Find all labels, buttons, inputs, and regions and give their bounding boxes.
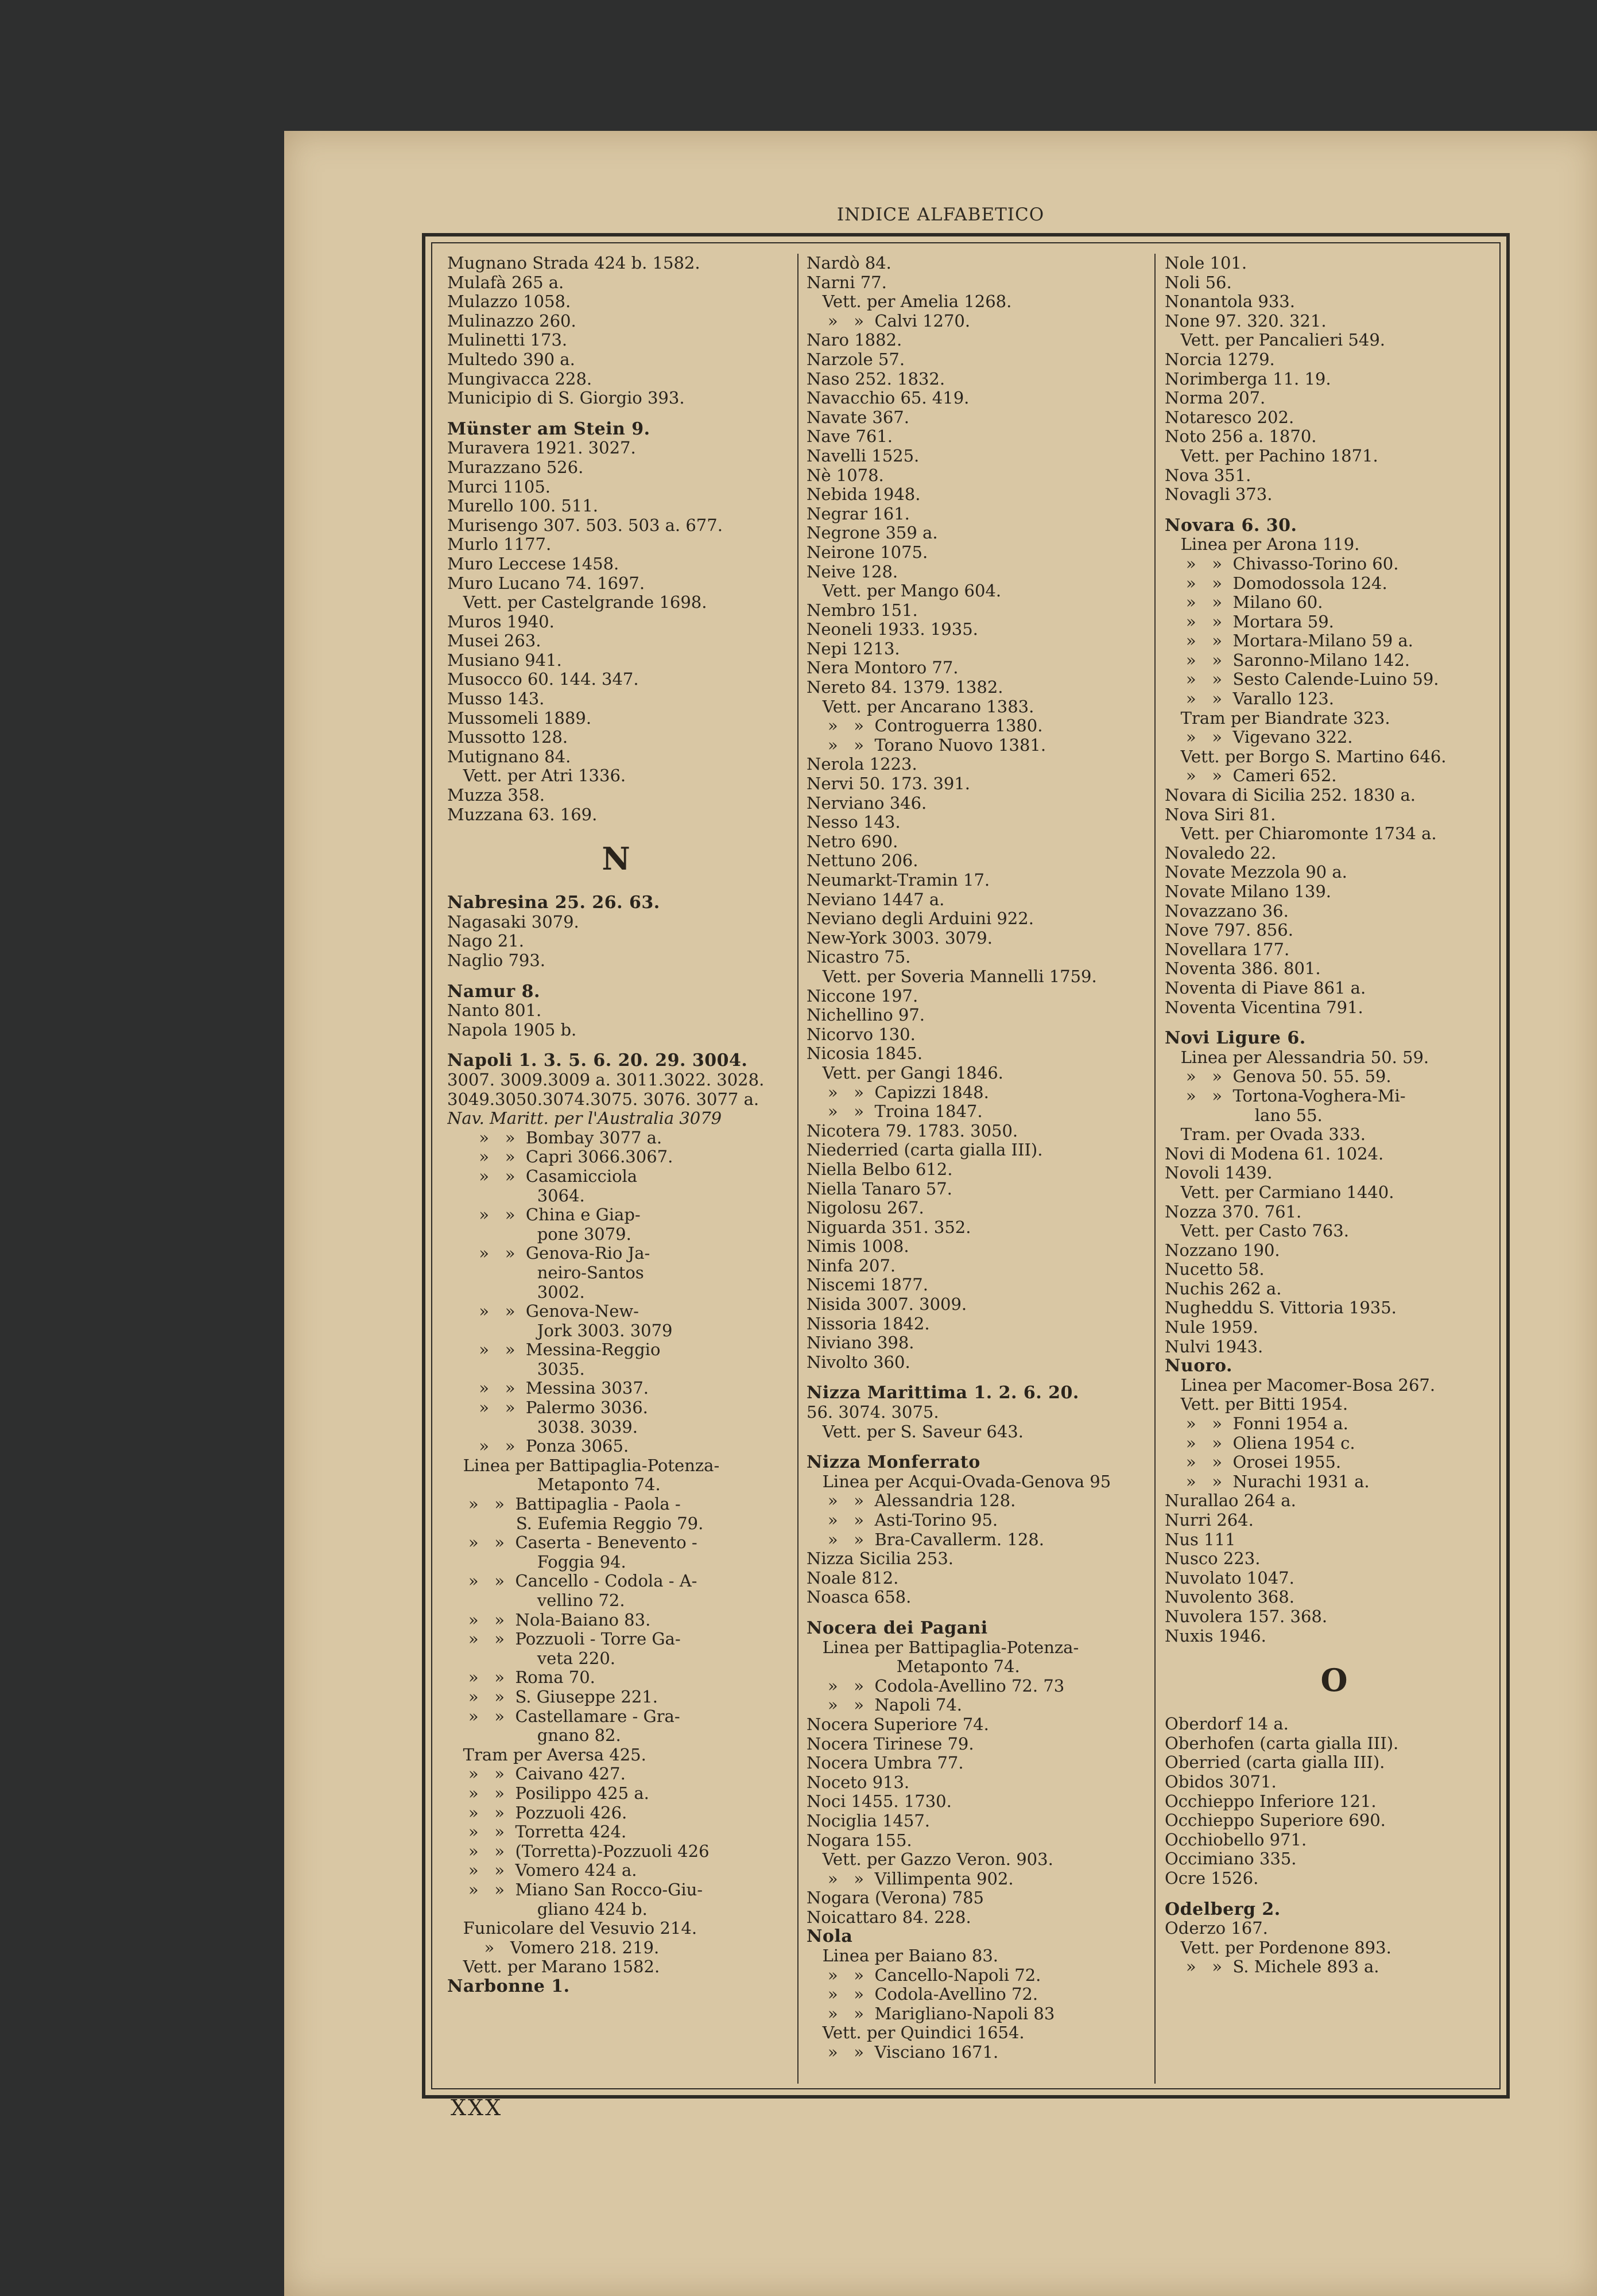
index-entry: Murlo 1177. xyxy=(447,535,552,554)
index-entry: Obidos 3071. xyxy=(1165,1772,1277,1791)
index-entry: Vett. per Gangi 1846. xyxy=(807,1063,1003,1083)
index-entry: Narzole 57. xyxy=(807,350,905,369)
index-column-2 xyxy=(807,254,1139,2084)
index-entry: Nociglia 1457. xyxy=(807,1811,930,1830)
index-entry: Nisida 3007. 3009. xyxy=(807,1295,967,1314)
index-entry: » » Fonni 1954 a. xyxy=(1165,1414,1348,1434)
index-entry: Nepi 1213. xyxy=(807,639,900,658)
index-entry: Noasca 658. xyxy=(807,1588,912,1607)
index-entry: Neive 128. xyxy=(807,562,898,581)
index-entry: Musocco 60. 144. 347. xyxy=(447,670,639,689)
index-entry: Nozza 370. 761. xyxy=(1165,1202,1302,1221)
entry-gap xyxy=(807,1441,1139,1453)
index-entry: Novellara 177. xyxy=(1165,940,1290,959)
index-entry: » » Varallo 123. xyxy=(1165,689,1334,709)
index-entry: New-York 3003. 3079. xyxy=(807,928,993,948)
index-entry: 56. 3074. 3075. xyxy=(807,1403,939,1422)
index-entry: » » S. Giuseppe 221. xyxy=(447,1687,658,1707)
index-entry: veta 220. xyxy=(447,1649,615,1668)
index-entry: Muro Leccese 1458. xyxy=(447,554,619,573)
index-entry: Noventa di Piave 861 a. xyxy=(1165,978,1366,998)
index-entry: Niederried (carta gialla III). xyxy=(807,1141,1043,1160)
index-entry: » » Genova 50. 55. 59. xyxy=(1165,1067,1391,1087)
index-entry: Oberried (carta gialla III). xyxy=(1165,1753,1385,1773)
index-entry: pone 3079. xyxy=(447,1224,631,1244)
index-entry: Norma 207. xyxy=(1165,389,1266,408)
index-entry: » » Troina 1847. xyxy=(807,1102,983,1122)
index-entry: » » Ponza 3065. xyxy=(447,1437,629,1456)
index-entry: Mutignano 84. xyxy=(447,747,571,766)
index-entry: 3035. xyxy=(447,1359,585,1379)
index-entry: » » Calvi 1270. xyxy=(807,311,971,331)
index-entry: Ocre 1526. xyxy=(1165,1868,1259,1888)
index-entry: » » Caivano 427. xyxy=(447,1764,626,1784)
index-entry: Vett. per Carmiano 1440. xyxy=(1165,1182,1394,1202)
index-entry: vellino 72. xyxy=(447,1591,625,1610)
index-entry: Nuchis 262 a. xyxy=(1165,1279,1282,1298)
index-entry: » » Miano San Rocco-Giu- xyxy=(447,1880,703,1899)
index-entry: Niguarda 351. 352. xyxy=(807,1217,971,1237)
index-entry: Mussotto 128. xyxy=(447,728,568,747)
index-entry: Novate Milano 139. xyxy=(1165,882,1331,901)
index-entry: » » Cancello-Napoli 72. xyxy=(807,1965,1041,1985)
index-entry: Novazzano 36. xyxy=(1165,901,1289,921)
index-entry: Vett. per Castelgrande 1698. xyxy=(447,593,707,612)
index-entry: Noceto 913. xyxy=(807,1773,910,1792)
index-entry: Vett. per S. Saveur 643. xyxy=(807,1422,1024,1441)
index-entry: Nucetto 58. xyxy=(1165,1260,1265,1279)
index-entry: Multedo 390 a. xyxy=(447,350,575,369)
index-entry: » » Messina 3037. xyxy=(447,1379,649,1398)
index-entry: lano 55. xyxy=(1165,1106,1323,1125)
index-entry: Musso 143. xyxy=(447,689,545,709)
index-entry: Funicolare del Vesuvio 214. xyxy=(447,1919,697,1938)
index-entry: Nimis 1008. xyxy=(807,1237,909,1256)
column-separator xyxy=(1154,254,1156,2084)
index-entry: Vett. per Amelia 1268. xyxy=(807,292,1012,312)
index-entry: Metaponto 74. xyxy=(807,1657,1020,1677)
index-entry: Nocera Superiore 74. xyxy=(807,1715,989,1734)
index-entry: Murello 100. 511. xyxy=(447,497,598,516)
index-entry: Musiano 941. xyxy=(447,650,562,670)
index-entry: Vett. per Ancarano 1383. xyxy=(807,697,1034,716)
index-entry: Nocera Umbra 77. xyxy=(807,1754,964,1773)
index-entry: Nè 1078. xyxy=(807,466,884,485)
index-entry: » » Capizzi 1848. xyxy=(807,1083,989,1102)
index-entry: Nus 111 xyxy=(1165,1530,1236,1549)
index-heading: Novi Ligure 6. xyxy=(1165,1029,1306,1048)
index-entry: » » Castellamare - Gra- xyxy=(447,1707,680,1726)
index-entry: Nule 1959. xyxy=(1165,1318,1258,1337)
index-entry: Vett. per Mango 604. xyxy=(807,581,1002,601)
index-entry: Nago 21. xyxy=(447,932,525,951)
index-entry: » » Saronno-Milano 142. xyxy=(1165,650,1410,670)
index-entry: » » Caserta - Benevento - xyxy=(447,1533,697,1553)
index-entry: » » Genova-Rio Ja- xyxy=(447,1244,650,1263)
index-entry: Nurallao 264 a. xyxy=(1165,1491,1296,1511)
index-entry: Noto 256 a. 1870. xyxy=(1165,427,1317,447)
index-entry: Nave 761. xyxy=(807,427,893,447)
page-number: XXX xyxy=(451,2095,503,2120)
index-entry: » » Oliena 1954 c. xyxy=(1165,1433,1355,1453)
index-entry: Vett. per Quindici 1654. xyxy=(807,2023,1025,2043)
index-entry: » » Sesto Calende-Luino 59. xyxy=(1165,670,1439,689)
entry-gap xyxy=(1165,1017,1503,1029)
index-entry: Nigolosu 267. xyxy=(807,1199,924,1218)
index-entry: » » Orosei 1955. xyxy=(1165,1453,1342,1472)
index-entry: Vett. per Borgo S. Martino 646. xyxy=(1165,747,1447,766)
index-entry: Vett. per Pordenone 893. xyxy=(1165,1938,1391,1957)
index-entry: Linea per Battipaglia-Potenza- xyxy=(447,1456,720,1475)
index-entry: Nogara (Verona) 785 xyxy=(807,1888,984,1908)
index-entry: Novate Mezzola 90 a. xyxy=(1165,863,1347,882)
index-entry: Navate 367. xyxy=(807,408,909,427)
index-entry: Novagli 373. xyxy=(1165,485,1273,505)
index-entry: S. Eufemia Reggio 79. xyxy=(447,1514,704,1533)
index-entry: Navelli 1525. xyxy=(807,446,920,466)
index-entry: » » Mortara-Milano 59 a. xyxy=(1165,631,1413,651)
index-entry: 3064. xyxy=(447,1186,585,1205)
index-entry: gnano 82. xyxy=(447,1726,621,1746)
section-letter: O xyxy=(1320,1663,1348,1698)
index-entry: Novi di Modena 61. 1024. xyxy=(1165,1144,1384,1163)
index-entry: Vett. per Soveria Mannelli 1759. xyxy=(807,967,1097,986)
index-entry: Linea per Baiano 83. xyxy=(807,1946,998,1966)
index-entry: » » Casamicciola xyxy=(447,1166,638,1186)
index-entry: Naso 252. 1832. xyxy=(807,369,945,389)
index-entry: Muzza 358. xyxy=(447,786,545,805)
index-entry: Neumarkt-Tramin 17. xyxy=(807,871,990,890)
index-heading: Napoli 1. 3. 5. 6. 20. 29. 3004. xyxy=(447,1051,748,1071)
index-entry: Nonantola 933. xyxy=(1165,292,1295,312)
index-entry: Nicosia 1845. xyxy=(807,1044,923,1064)
index-entry: Nebida 1948. xyxy=(807,485,921,505)
index-entry: Linea per Battipaglia-Potenza- xyxy=(807,1638,1079,1657)
index-entry: Mulazzo 1058. xyxy=(447,292,571,312)
index-entry: » » Napoli 74. xyxy=(807,1696,963,1715)
index-heading: Nizza Marittima 1. 2. 6. 20. xyxy=(807,1383,1079,1403)
index-entry: Neviano 1447 a. xyxy=(807,890,945,909)
index-entry: Naro 1882. xyxy=(807,331,902,350)
index-entry: Nardò 84. xyxy=(807,254,891,273)
index-entry: Nogara 155. xyxy=(807,1830,912,1850)
index-heading: Novara 6. 30. xyxy=(1165,515,1297,536)
index-entry: Vett. per Pachino 1871. xyxy=(1165,446,1378,466)
index-entry: Vett. per Atri 1336. xyxy=(447,766,626,786)
index-entry: Novaledo 22. xyxy=(1165,843,1277,863)
index-entry: Mussomeli 1889. xyxy=(447,708,592,728)
index-entry: » » Marigliano-Napoli 83 xyxy=(807,2004,1055,2023)
index-entry: » » China e Giap- xyxy=(447,1205,641,1225)
index-entry: Muro Lucano 74. 1697. xyxy=(447,573,645,593)
index-entry: » » Battipaglia - Paola - xyxy=(447,1495,681,1514)
index-entry: Novoli 1439. xyxy=(1165,1163,1273,1183)
index-entry: Nicastro 75. xyxy=(807,948,911,967)
index-entry: Nereto 84. 1379. 1382. xyxy=(807,678,1003,697)
index-entry: » » Nola-Baiano 83. xyxy=(447,1610,651,1630)
index-frame xyxy=(422,233,1510,2099)
index-heading: Nocera dei Pagani xyxy=(807,1618,988,1638)
index-entry: Nichellino 97. xyxy=(807,1006,925,1025)
index-entry: Oberdorf 14 a. xyxy=(1165,1715,1289,1734)
index-column-1 xyxy=(447,254,785,2084)
index-entry: Noicattaro 84. 228. xyxy=(807,1907,971,1927)
index-entry: Occhieppo Inferiore 121. xyxy=(1165,1791,1377,1811)
index-entry: Nuvolera 157. 368. xyxy=(1165,1607,1328,1626)
index-entry: Occimiano 335. xyxy=(1165,1849,1297,1869)
index-entry: Nettuno 206. xyxy=(807,851,918,871)
index-entry: Tram per Aversa 425. xyxy=(447,1745,646,1764)
index-entry: » » Chivasso-Torino 60. xyxy=(1165,554,1399,573)
index-entry: » » Cancello - Codola - A- xyxy=(447,1572,697,1591)
index-entry: » » Bra-Cavallerm. 128. xyxy=(807,1530,1044,1549)
index-entry: » » S. Michele 893 a. xyxy=(1165,1957,1379,1977)
index-entry: Vett. per Pancalieri 549. xyxy=(1165,331,1385,350)
index-entry: Murazzano 526. xyxy=(447,457,584,477)
index-entry: Nole 101. xyxy=(1165,254,1247,273)
index-entry: 3007. 3009.3009 a. 3011.3022. 3028. xyxy=(447,1070,765,1089)
index-entry: » » Cameri 652. xyxy=(1165,766,1337,786)
index-entry: » » Controguerra 1380. xyxy=(807,716,1043,736)
index-heading: Narbonne 1. xyxy=(447,1976,570,1996)
index-entry: Mulinetti 173. xyxy=(447,331,568,350)
index-entry: Mugnano Strada 424 b. 1582. xyxy=(447,254,700,273)
index-entry: » » Pozzuoli - Torre Ga- xyxy=(447,1630,681,1649)
index-entry: Niviano 398. xyxy=(807,1333,914,1353)
index-entry: Nembro 151. xyxy=(807,600,918,620)
index-entry: 3002. xyxy=(447,1282,585,1302)
index-entry: 3049.3050.3074.3075. 3076. 3077 a. xyxy=(447,1089,759,1109)
index-entry: Muravera 1921. 3027. xyxy=(447,439,636,458)
index-entry: » » Torano Nuovo 1381. xyxy=(807,735,1046,755)
index-entry: Nav. Maritt. per l'Australia 3079 xyxy=(447,1109,722,1128)
index-entry: Nuvolato 1047. xyxy=(1165,1568,1294,1588)
index-entry: gliano 424 b. xyxy=(447,1899,648,1919)
index-entry: Vett. per Chiaromonte 1734 a. xyxy=(1165,824,1437,844)
index-entry: Niella Tanaro 57. xyxy=(807,1179,952,1199)
index-entry: » » Vomero 424 a. xyxy=(447,1861,637,1880)
index-column-3 xyxy=(1165,254,1503,2084)
index-entry: Nulvi 1943. xyxy=(1165,1337,1263,1356)
index-entry: Noventa Vicentina 791. xyxy=(1165,998,1363,1017)
index-entry: Nera Montoro 77. xyxy=(807,658,959,678)
index-heading: Nuoro. xyxy=(1165,1356,1232,1376)
index-entry: Vett. per Bitti 1954. xyxy=(1165,1395,1348,1414)
entry-gap xyxy=(807,1607,1139,1619)
index-frame-inner xyxy=(431,242,1501,2089)
index-entry: Metaponto 74. xyxy=(447,1475,661,1495)
index-entry: Norimberga 11. 19. xyxy=(1165,369,1331,389)
entry-gap xyxy=(447,971,785,982)
index-entry: » » Visciano 1671. xyxy=(807,2043,999,2062)
index-entry: Vett. per Marano 1582. xyxy=(447,1957,660,1977)
index-entry: None 97. 320. 321. xyxy=(1165,311,1327,331)
index-entry: Neirone 1075. xyxy=(807,542,928,562)
index-entry: » » Alessandria 128. xyxy=(807,1491,1016,1511)
page-header: INDICE ALFABETICO xyxy=(836,204,1045,225)
index-entry: Noli 56. xyxy=(1165,273,1232,292)
index-entry: » » Genova-New- xyxy=(447,1302,639,1321)
index-entry: Nagasaki 3079. xyxy=(447,912,579,932)
index-entry: Neoneli 1933. 1935. xyxy=(807,620,978,639)
index-entry: Nanto 801. xyxy=(447,1001,542,1021)
index-entry: Nerviano 346. xyxy=(807,793,927,813)
index-entry: Nurri 264. xyxy=(1165,1511,1254,1530)
index-entry: Jork 3003. 3079 xyxy=(447,1321,673,1340)
index-entry: » » Roma 70. xyxy=(447,1668,595,1688)
index-entry: Navacchio 65. 419. xyxy=(807,389,970,408)
index-heading: Nizza Monferrato xyxy=(807,1453,980,1472)
index-entry: Nerola 1223. xyxy=(807,755,917,774)
entry-gap xyxy=(447,408,785,420)
entry-gap xyxy=(447,1040,785,1051)
index-entry: » » Mortara 59. xyxy=(1165,612,1334,631)
index-entry: Niscemi 1877. xyxy=(807,1275,928,1295)
index-entry: Nissoria 1842. xyxy=(807,1314,930,1333)
entry-gap xyxy=(1165,505,1503,516)
index-entry: Novara di Sicilia 252. 1830 a. xyxy=(1165,786,1416,805)
index-heading: Münster am Stein 9. xyxy=(447,419,650,439)
index-entry: Oderzo 167. xyxy=(1165,1919,1268,1938)
section-letter: N xyxy=(602,841,630,876)
index-entry: Vett. per Casto 763. xyxy=(1165,1221,1349,1241)
index-entry: Linea per Arona 119. xyxy=(1165,535,1360,554)
index-entry: » » Domodossola 124. xyxy=(1165,573,1387,593)
entry-gap xyxy=(807,1372,1139,1383)
index-entry: Nova Siri 81. xyxy=(1165,805,1276,824)
index-entry: » » Nurachi 1931 a. xyxy=(1165,1472,1370,1491)
index-entry: Netro 690. xyxy=(807,832,898,851)
index-entry: Ninfa 207. xyxy=(807,1256,896,1275)
index-entry: Musei 263. xyxy=(447,631,541,651)
index-entry: Naglio 793. xyxy=(447,951,546,970)
index-entry: Municipio di S. Giorgio 393. xyxy=(447,389,685,408)
index-entry: Nugheddu S. Vittoria 1935. xyxy=(1165,1298,1397,1318)
index-heading: Nola xyxy=(807,1927,853,1947)
index-entry: Nesso 143. xyxy=(807,813,901,832)
index-entry: Norcia 1279. xyxy=(1165,350,1275,369)
index-entry: Negrar 161. xyxy=(807,504,910,523)
index-entry: » » Messina-Reggio xyxy=(447,1340,661,1360)
index-entry: Nove 797. 856. xyxy=(1165,921,1293,940)
index-entry: Nizza Sicilia 253. xyxy=(807,1549,954,1569)
index-entry: Muzzana 63. 169. xyxy=(447,805,598,824)
index-entry: » » Torretta 424. xyxy=(447,1822,627,1842)
index-entry: Noventa 386. 801. xyxy=(1165,959,1321,979)
index-entry: » » Milano 60. xyxy=(1165,593,1323,612)
index-entry: Noci 1455. 1730. xyxy=(807,1792,952,1812)
index-entry: » » (Torretta)-Pozzuoli 426 xyxy=(447,1841,710,1861)
index-entry: Linea per Macomer-Bosa 267. xyxy=(1165,1375,1436,1395)
index-entry: Niccone 197. xyxy=(807,986,918,1006)
book-page xyxy=(284,131,1597,2296)
index-entry: Nicorvo 130. xyxy=(807,1025,916,1044)
index-entry: Foggia 94. xyxy=(447,1552,626,1572)
index-entry: » Vomero 218. 219. xyxy=(447,1938,660,1957)
index-entry: » » Asti-Torino 95. xyxy=(807,1511,998,1530)
index-entry: Narni 77. xyxy=(807,273,887,292)
index-entry: Mulafà 265 a. xyxy=(447,273,564,292)
index-entry: » » Posilippo 425 a. xyxy=(447,1783,649,1803)
entry-gap xyxy=(1165,1888,1503,1900)
index-entry: Murisengo 307. 503. 503 a. 677. xyxy=(447,515,723,535)
index-entry: Nervi 50. 173. 391. xyxy=(807,774,970,794)
index-entry: Tram. per Ovada 333. xyxy=(1165,1125,1366,1145)
index-entry: » » Bombay 3077 a. xyxy=(447,1128,662,1147)
index-entry: Nivolto 360. xyxy=(807,1352,910,1372)
index-entry: » » Capri 3066.3067. xyxy=(447,1147,673,1167)
index-entry: » » Codola-Avellino 72. xyxy=(807,1985,1038,2004)
index-entry: » » Palermo 3036. xyxy=(447,1398,648,1418)
index-entry: » » Vigevano 322. xyxy=(1165,728,1353,747)
index-entry: Niella Belbo 612. xyxy=(807,1159,953,1179)
index-entry: Nova 351. xyxy=(1165,466,1251,485)
index-entry: Muros 1940. xyxy=(447,612,555,631)
index-entry: Nuxis 1946. xyxy=(1165,1626,1266,1646)
index-entry: Tram per Biandrate 323. xyxy=(1165,708,1390,728)
index-entry: » » Pozzuoli 426. xyxy=(447,1803,627,1822)
index-heading: Namur 8. xyxy=(447,982,540,1002)
index-entry: Notaresco 202. xyxy=(1165,408,1294,427)
index-entry: Murci 1105. xyxy=(447,477,551,497)
index-entry: Napola 1905 b. xyxy=(447,1020,577,1040)
index-entry: Linea per Alessandria 50. 59. xyxy=(1165,1048,1429,1067)
index-entry: Nozzano 190. xyxy=(1165,1240,1280,1260)
index-entry: » » Codola-Avellino 72. 73 xyxy=(807,1676,1065,1696)
index-heading: Nabresina 25. 26. 63. xyxy=(447,893,660,913)
index-entry: Nocera Tirinese 79. xyxy=(807,1734,974,1754)
index-entry: Nuvolento 368. xyxy=(1165,1588,1294,1607)
index-entry: Negrone 359 a. xyxy=(807,523,938,543)
index-entry: » » Villimpenta 902. xyxy=(807,1869,1014,1888)
index-entry: Occhieppo Superiore 690. xyxy=(1165,1811,1386,1830)
index-entry: Neviano degli Arduini 922. xyxy=(807,909,1034,929)
column-separator xyxy=(797,254,798,2084)
index-entry: Occhiobello 971. xyxy=(1165,1830,1307,1849)
index-entry: Noale 812. xyxy=(807,1568,899,1588)
index-entry: neiro-Santos xyxy=(447,1263,644,1282)
index-entry: Mungivacca 228. xyxy=(447,369,592,389)
index-entry: Oberhofen (carta gialla III). xyxy=(1165,1733,1399,1753)
index-entry: Linea per Acqui-Ovada-Genova 95 xyxy=(807,1472,1111,1491)
index-entry: Nusco 223. xyxy=(1165,1549,1261,1569)
index-entry: Nicotera 79. 1783. 3050. xyxy=(807,1121,1018,1141)
index-heading: Odelberg 2. xyxy=(1165,1899,1281,1919)
index-entry: 3038. 3039. xyxy=(447,1417,638,1437)
index-entry: Vett. per Gazzo Veron. 903. xyxy=(807,1850,1053,1870)
index-entry: Mulinazzo 260. xyxy=(447,311,576,331)
index-entry: » » Tortona-Voghera-Mi- xyxy=(1165,1086,1406,1106)
